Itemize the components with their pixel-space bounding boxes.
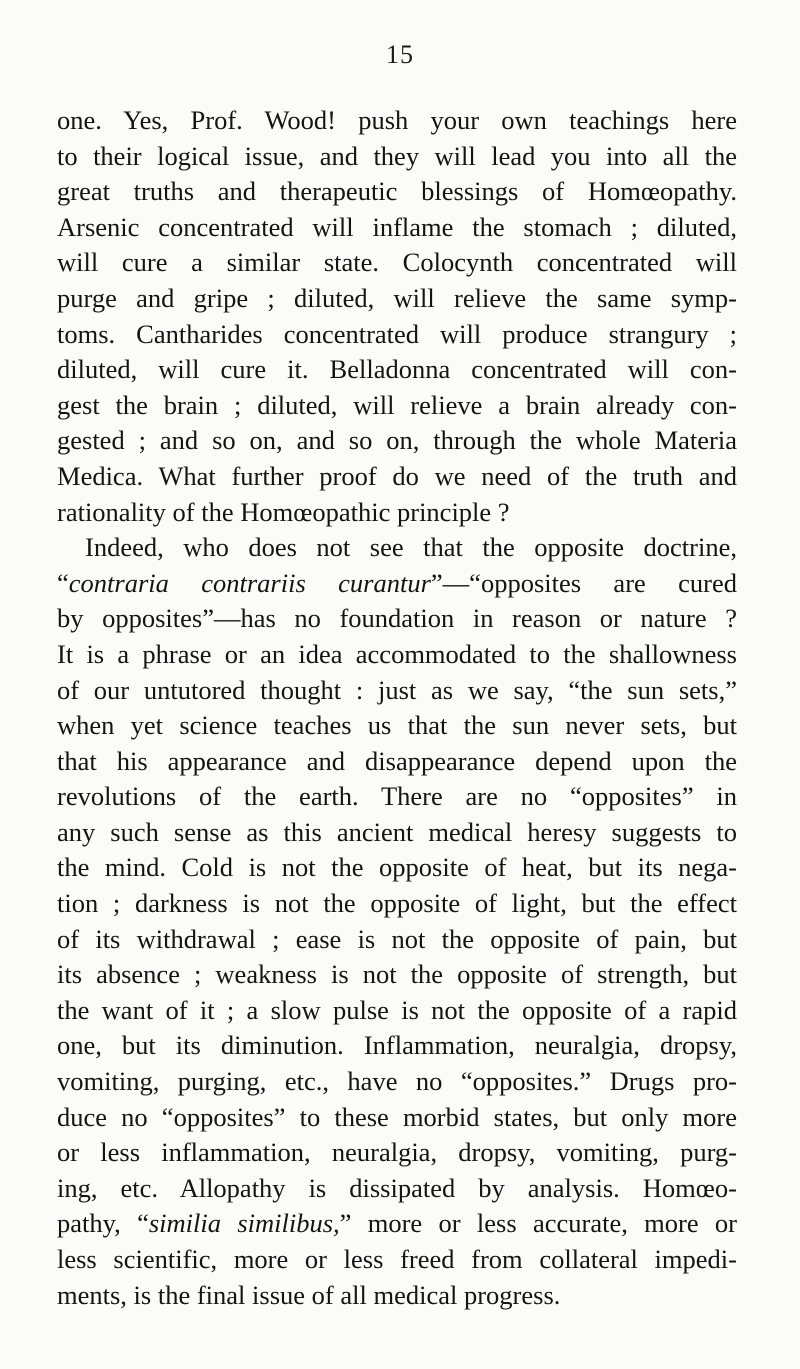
text-line: rationality of the Homœopathic principle ?	[57, 496, 510, 527]
open-quote: “	[57, 567, 69, 598]
text-line: to their logical issue, and they will lead you into all the	[57, 140, 737, 171]
text-line: duce no “opposites” to these morbid states, but only more	[57, 1101, 737, 1132]
latin-phrase: similia similibus,	[148, 1208, 340, 1239]
body-text	[57, 103, 737, 1313]
text-line: Medica. What further proof do we need of the truth and	[57, 460, 737, 491]
text-line: or less inflammation, neuralgia, dropsy, vomiting, purg-	[57, 1137, 737, 1168]
text-line: of its withdrawal ; ease is not the opposite of pain, but	[57, 923, 737, 954]
text-line-with-latin	[57, 1206, 737, 1242]
text-line: less scientific, more or less freed from collateral impedi-	[57, 1244, 737, 1274]
text-line: It is a phrase or an idea accommodated to the shallowness	[57, 638, 737, 669]
text-fragment: ” more or less accurate, more or	[339, 1208, 737, 1239]
text-line-with-latin	[57, 566, 737, 602]
text-line: ing, etc. Allopathy is dissipated by analysis. Homœo-	[57, 1172, 737, 1203]
text-line: the mind. Cold is not the opposite of heat, but its nega-	[57, 852, 737, 883]
text-line: one. Yes, Prof. Wood! push your own teachings here	[57, 105, 737, 135]
text-line: any such sense as this ancient medical heresy suggests to	[57, 816, 737, 847]
text-line: that his appearance and disappearance depend upon the	[57, 745, 737, 776]
text-line: when yet science teaches us that the sun never sets, but	[57, 710, 737, 741]
text-line: the want of it ; a slow pulse is not the opposite of a rapid	[57, 994, 737, 1025]
text-line: diluted, will cure it. Belladonna concentrated will con-	[57, 354, 737, 385]
text-line: gested ; and so on, and so on, through the whole Materia	[57, 425, 737, 456]
text-line: vomiting, purging, etc., have no “opposites.” Drugs pro-	[57, 1066, 737, 1097]
text-line: toms. Cantharides concentrated will produce strangury ;	[57, 318, 737, 349]
text-line: great truths and therapeutic blessings of Homœopathy.	[57, 176, 737, 207]
text-line: revolutions of the earth. There are no “opposites” in	[57, 781, 737, 812]
text-line: Arsenic concentrated will inflame the stomach ; diluted,	[57, 211, 737, 242]
text-line: tion ; darkness is not the opposite of light, but the effect	[57, 888, 737, 919]
text-line: of our untutored thought : just as we say, “the sun sets,”	[57, 674, 737, 705]
text-line: one, but its diminution. Inflammation, neuralgia, dropsy,	[57, 1030, 737, 1061]
text-fragment: ”—“opposites are cured	[430, 567, 737, 598]
latin-phrase: contraria contrariis curantur	[68, 567, 431, 598]
text-line: ments, is the final issue of all medical progress.	[57, 1279, 561, 1310]
paragraph-first-line: Indeed, who does not see that the opposite doctrine,	[85, 532, 737, 563]
text-fragment: pathy, “	[57, 1208, 149, 1239]
text-line: its absence ; weakness is not the opposite of strength, but	[57, 959, 737, 990]
text-line: by opposites”—has no foundation in reason or nature ?	[57, 603, 737, 634]
text-line: gest the brain ; diluted, will relieve a brain already con-	[57, 389, 737, 420]
page-number: 15	[386, 40, 414, 69]
text-line: will cure a similar state. Colocynth concentrated will	[57, 247, 737, 278]
text-line: purge and gripe ; diluted, will relieve the same symp-	[57, 282, 737, 313]
